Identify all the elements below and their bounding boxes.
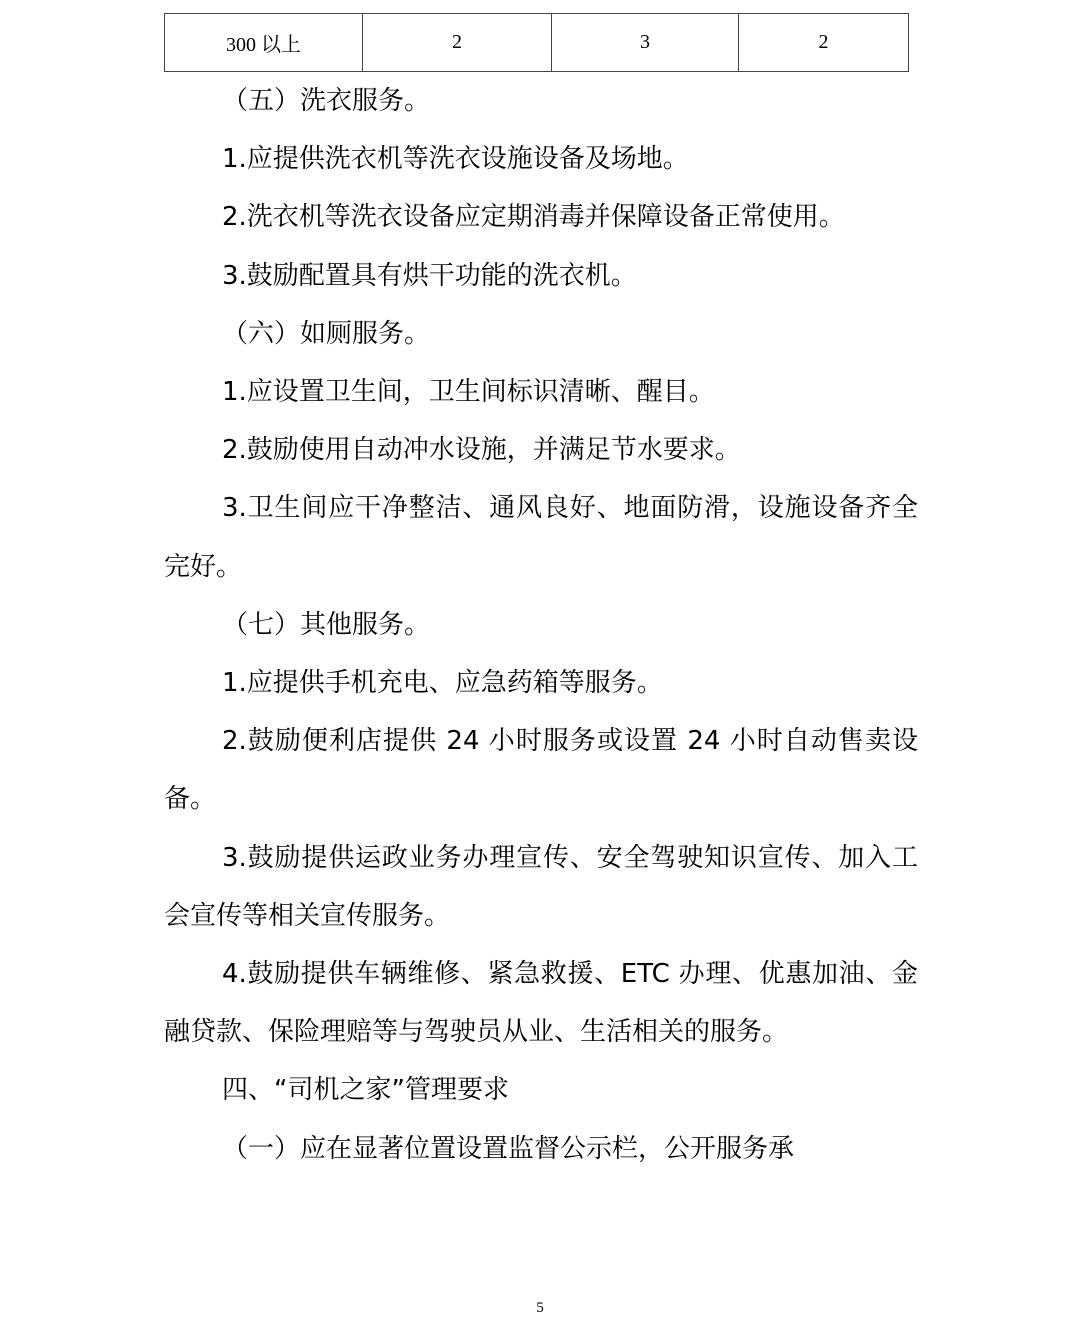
table-cell-value: 2 (363, 14, 552, 72)
list-item: 2.洗衣机等洗衣设备应定期消毒并保障设备正常使用。 (222, 202, 845, 233)
list-item: 3.鼓励配置具有烘干功能的洗衣机。 (222, 260, 637, 291)
list-item: 2.鼓励使用自动冲水设施，并满足节水要求。 (222, 435, 741, 466)
table-cell-value: 2 (739, 14, 909, 72)
table-cell-range: 300 以上 (165, 14, 363, 72)
chapter-heading-management: 四、“司机之家”管理要求 (222, 1075, 509, 1106)
list-item: 4.鼓励提供车辆维修、紧急救援、ETC 办理、优惠加油、金融贷款、保险理赔等与驾驶员从业、生活相关的服务。 (164, 959, 918, 1048)
section-heading-other: （七）其他服务。 (222, 609, 431, 640)
table-row (165, 14, 909, 72)
list-item: 1.应提供手机充电、应急药箱等服务。 (222, 668, 663, 699)
document-body (164, 72, 918, 1178)
list-item: （一）应在显著位置设置监督公示栏，公开服务承 (222, 1133, 795, 1164)
capacity-table (164, 13, 909, 72)
list-item: 2.鼓励便利店提供 24 小时服务或设置 24 小时自动售卖设备。 (164, 726, 918, 815)
list-item: 1.应提供洗衣机等洗衣设施设备及场地。 (222, 144, 689, 175)
table-cell-value: 3 (552, 14, 739, 72)
section-heading-restroom: （六）如厕服务。 (222, 318, 431, 349)
list-item: 1.应设置卫生间，卫生间标识清晰、醒目。 (222, 377, 715, 408)
section-heading-laundry: （五）洗衣服务。 (222, 86, 431, 116)
page-number: 5 (536, 1300, 544, 1316)
list-item: 3.卫生间应干净整洁、通风良好、地面防滑，设施设备齐全完好。 (164, 493, 918, 582)
list-item: 3.鼓励提供运政业务办理宣传、安全驾驶知识宣传、加入工会宣传等相关宣传服务。 (164, 842, 918, 931)
